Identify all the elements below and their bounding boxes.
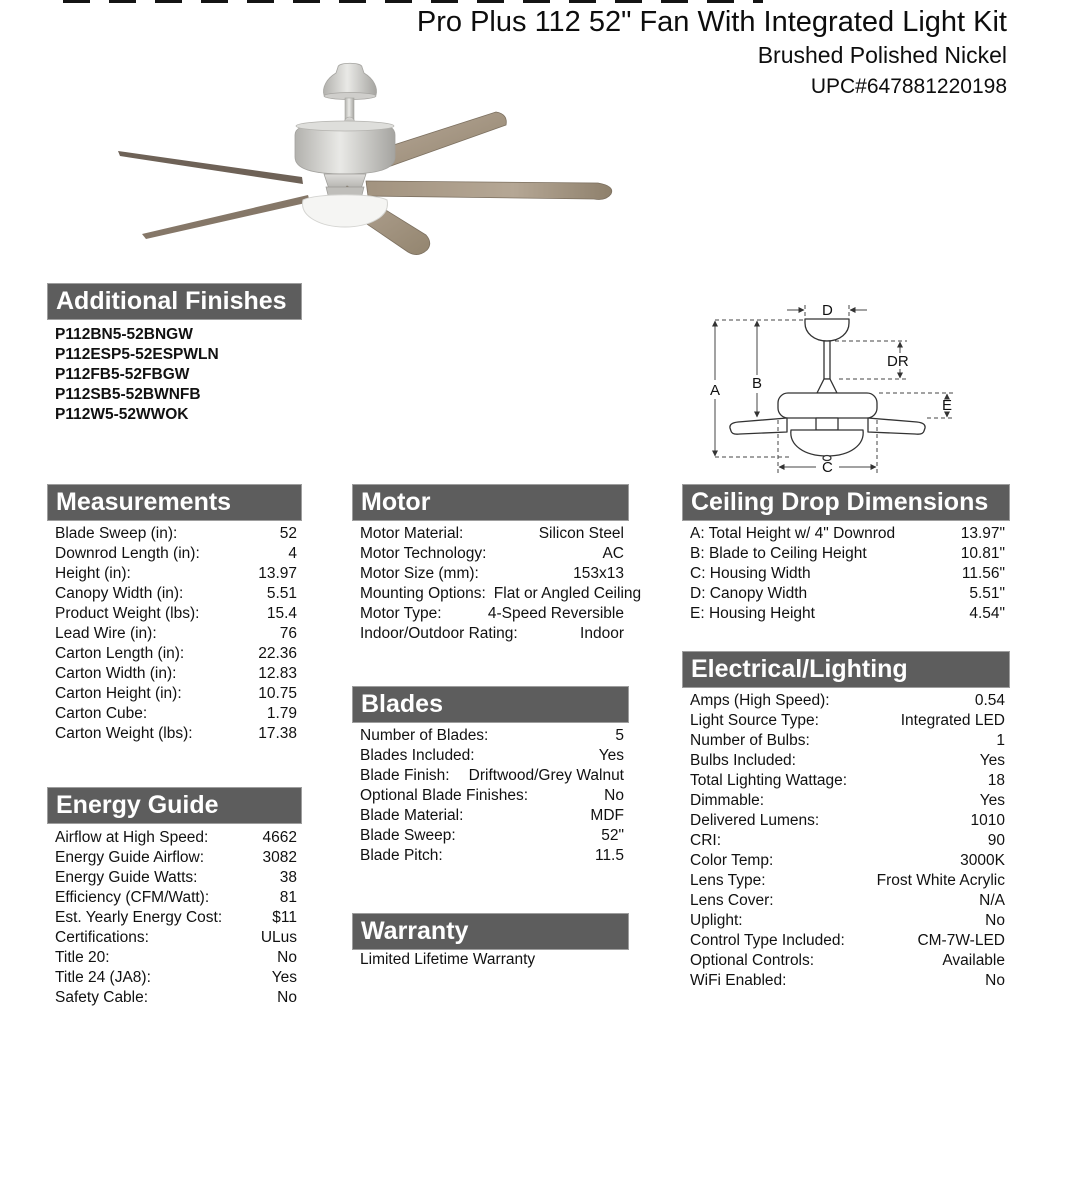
spec-row [352,564,629,584]
spec-row [47,724,302,744]
spec-value: 18 [987,772,1005,789]
spec-label: Number of Bulbs: [690,732,810,749]
diagram-light-dome [791,430,863,456]
spec-value: 15.4 [266,605,297,622]
spec-value: No [604,787,624,804]
spec-value: 13.97" [960,525,1005,542]
spec-label: Product Weight (lbs): [55,605,200,622]
spec-row [352,604,629,624]
electrical-lighting-table [682,691,1010,991]
spec-value: ULus [260,929,297,946]
spec-row [47,928,302,948]
spec-label: Blade Material: [360,807,464,824]
spec-row [682,971,1010,991]
spec-label: Carton Height (in): [55,685,182,702]
spec-value: No [277,949,297,966]
spec-value: 22.36 [258,645,297,662]
diagram-light-connector [816,418,838,430]
spec-value: 11.5 [594,847,624,864]
diagram-housing [778,393,877,418]
spec-row [352,584,642,604]
measurements-header: Measurements [47,484,302,521]
fan-motor-housing [295,125,395,174]
finish-sku: P112ESP5-52ESPWLN [55,346,219,363]
spec-row [682,544,1010,564]
spec-value: 17.38 [258,725,297,742]
spec-value: 5 [615,727,624,744]
spec-row [682,911,1010,931]
diagram-label-e: E [942,397,953,414]
diagram-label-c: C [822,459,833,476]
spec-label: Delivered Lumens: [690,812,820,829]
spec-label: Title 20: [55,949,110,966]
spec-label: Uplight: [690,912,743,929]
blades-header: Blades [352,686,629,723]
spec-value: 5.51" [969,585,1005,602]
spec-row [682,891,1010,911]
spec-value: 76 [279,625,297,642]
spec-label: Blade Pitch: [360,847,443,864]
spec-value: 1 [996,732,1005,749]
spec-value: 81 [279,889,297,906]
spec-value: Yes [598,747,624,764]
spec-row [47,664,302,684]
spec-label: Total Lighting Wattage: [690,772,848,789]
spec-value: 3000K [960,852,1005,869]
spec-value: Available [942,952,1005,969]
spec-row [352,544,629,564]
spec-value: 0.54 [974,692,1005,709]
spec-label: Blades Included: [360,747,475,764]
spec-row [682,931,1010,951]
spec-value: MDF [590,807,624,824]
spec-value: CM-7W-LED [917,932,1005,949]
spec-value: No [277,989,297,1006]
spec-label: Motor Size (mm): [360,565,479,582]
spec-row [47,848,302,868]
spec-label: B: Blade to Ceiling Height [690,545,867,562]
spec-row [352,846,629,866]
spec-label: Control Type Included: [690,932,845,949]
spec-label: Optional Blade Finishes: [360,787,529,804]
spec-row [47,644,302,664]
spec-label: Blade Sweep (in): [55,525,178,542]
spec-label: Amps (High Speed): [690,692,830,709]
spec-row [47,828,302,848]
spec-value: Yes [271,969,297,986]
spec-value: 4.54" [969,605,1005,622]
energy-guide-table [47,828,302,1008]
blades-table [352,726,629,866]
spec-label: Airflow at High Speed: [55,829,209,846]
spec-label: Number of Blades: [360,727,489,744]
spec-label: CRI: [690,832,721,849]
spec-label: Lead Wire (in): [55,625,157,642]
spec-row [682,691,1010,711]
spec-label: Safety Cable: [55,989,149,1006]
spec-row [47,704,302,724]
spec-row [352,826,629,846]
electrical-lighting-header: Electrical/Lighting [682,651,1010,688]
spec-value: 13.97 [258,565,297,582]
spec-value: Indoor [580,625,624,642]
motor-header: Motor [352,484,629,521]
spec-label: Lens Cover: [690,892,774,909]
spec-label: Energy Guide Watts: [55,869,198,886]
spec-value: No [985,912,1005,929]
spec-value: 1.79 [266,705,297,722]
fan-product-photo [100,55,630,275]
spec-row [682,771,1010,791]
spec-value: Integrated LED [900,712,1005,729]
warranty-text: Limited Lifetime Warranty [360,951,536,968]
spec-label: Indoor/Outdoor Rating: [360,625,518,642]
motor-table [352,524,642,644]
warranty-header: Warranty [352,913,629,950]
spec-row [352,746,629,766]
spec-label: Color Temp: [690,852,774,869]
spec-label: Blade Finish: [360,767,450,784]
spec-label: Bulbs Included: [690,752,796,769]
ceiling-drop-table [682,524,1010,624]
spec-label: Title 24 (JA8): [55,969,151,986]
spec-label: Carton Cube: [55,705,148,722]
spec-row [682,951,1010,971]
spec-label: Canopy Width (in): [55,585,184,602]
spec-row [47,544,302,564]
spec-label: Dimmable: [690,792,765,809]
spec-row [682,731,1010,751]
cropped-logo-strip [63,0,763,3]
spec-value: 1010 [970,812,1005,829]
spec-label: Motor Technology: [360,545,487,562]
spec-label: D: Canopy Width [690,585,808,602]
ceiling-drop-header: Ceiling Drop Dimensions [682,484,1010,521]
spec-value: 52 [279,525,297,542]
diagram-canopy [805,319,849,341]
spec-label: Lens Type: [690,872,766,889]
spec-label: Certifications: [55,929,149,946]
spec-row [352,726,629,746]
fan-canopy [324,63,377,95]
spec-value: 10.75 [258,685,297,702]
spec-row [682,604,1010,624]
spec-value: Flat or Angled Ceiling [493,585,642,602]
spec-row [682,564,1010,584]
spec-value: 4-Speed Reversible [487,605,624,622]
spec-row [47,908,302,928]
spec-row [352,766,629,786]
diagram-label-dr: DR [887,353,909,370]
spec-value: 11.56" [961,565,1005,582]
spec-label: E: Housing Height [690,605,815,622]
spec-label: Motor Type: [360,605,442,622]
upc-code: UPC#647881220198 [810,75,1007,98]
finish-sku: P112BN5-52BNGW [55,326,193,343]
spec-label: Est. Yearly Energy Cost: [55,909,223,926]
spec-row [352,806,629,826]
spec-row [352,786,629,806]
spec-row [47,604,302,624]
page-title: Pro Plus 112 52" Fan With Integrated Light Kit [416,6,1007,38]
spec-label: Energy Guide Airflow: [55,849,205,866]
spec-label: Carton Length (in): [55,645,185,662]
finish-sku: P112SB5-52BWNFB [55,386,201,403]
spec-value: 3082 [262,849,297,866]
spec-row [47,948,302,968]
diagram-label-d: D [822,302,833,319]
spec-row [682,751,1010,771]
spec-value: Driftwood/Grey Walnut [468,767,624,784]
spec-label: Carton Weight (lbs): [55,725,193,742]
spec-value: 5.51 [266,585,297,602]
spec-value: 12.83 [258,665,297,682]
spec-value: Yes [979,752,1005,769]
spec-row [682,711,1010,731]
spec-row [682,584,1010,604]
spec-label: Efficiency (CFM/Watt): [55,889,210,906]
spec-value: No [985,972,1005,989]
fan-blade-upper-right [378,112,506,167]
spec-value: 90 [987,832,1005,849]
fan-blade-lower-left [142,195,310,239]
spec-label: Optional Controls: [690,952,815,969]
dimension-diagram [675,283,1020,483]
energy-guide-header: Energy Guide [47,787,302,824]
spec-label: Height (in): [55,565,131,582]
spec-value: 10.81" [960,545,1005,562]
finish-sku: P112FB5-52FBGW [55,366,190,383]
spec-row [47,968,302,988]
spec-row [47,988,302,1008]
spec-value: AC [602,545,624,562]
spec-row [352,624,629,644]
spec-row [682,791,1010,811]
fan-blade-left [118,151,303,184]
spec-row [352,524,629,544]
spec-label: Mounting Options: [360,585,486,602]
diagram-downrod-flare [817,379,837,393]
spec-value: $11 [272,909,297,926]
spec-row [682,851,1010,871]
spec-label: A: Total Height w/ 4" Downrod [690,525,896,542]
spec-label: Light Source Type: [690,712,819,729]
spec-row [47,684,302,704]
spec-row [47,624,302,644]
spec-label: C: Housing Width [690,565,811,582]
spec-value: 153x13 [573,565,624,582]
spec-row [682,831,1010,851]
finish-subtitle: Brushed Polished Nickel [757,42,1007,68]
finish-sku: P112W5-52WWOK [55,406,189,423]
spec-row [47,868,302,888]
spec-value: 38 [279,869,297,886]
diagram-label-b: B [752,375,763,392]
spec-value: Silicon Steel [538,525,624,542]
spec-value: 4 [288,545,297,562]
spec-label: Downrod Length (in): [55,545,200,562]
measurements-table [47,524,302,744]
spec-row [47,564,302,584]
spec-label: Motor Material: [360,525,464,542]
spec-label: Blade Sweep: [360,827,456,844]
spec-value: Frost White Acrylic [876,872,1005,889]
diagram-downrod [824,341,830,379]
spec-row [47,524,302,544]
fan-blade-right [366,181,612,199]
spec-value: N/A [979,892,1005,909]
spec-label: Carton Width (in): [55,665,177,682]
spec-row [682,871,1010,891]
additional-finishes-header: Additional Finishes [47,283,302,320]
spec-row [47,888,302,908]
spec-label: WiFi Enabled: [690,972,787,989]
additional-finishes-list [47,325,302,425]
spec-row [47,584,302,604]
spec-row [682,524,1010,544]
spec-value: Yes [979,792,1005,809]
spec-value: 52" [601,827,624,844]
diagram-label-a: A [710,382,721,399]
spec-row [682,811,1010,831]
spec-value: 4662 [262,829,297,846]
